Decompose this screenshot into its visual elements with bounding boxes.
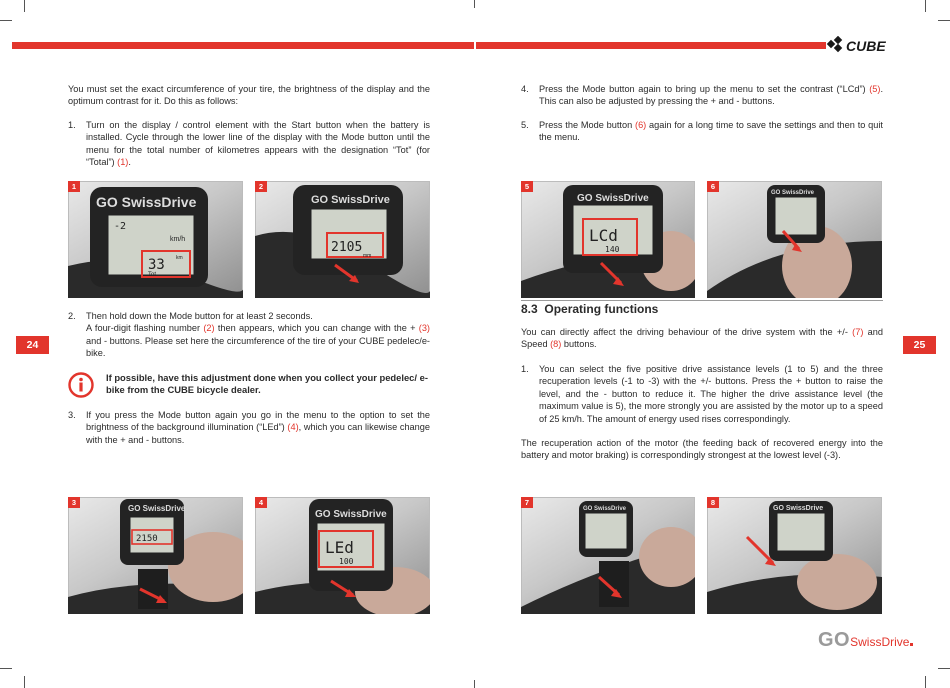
svg-text:GO SwissDrive: GO SwissDrive — [583, 506, 627, 512]
display-brand: GO SwissDrive — [96, 194, 197, 210]
crop-mark — [925, 0, 926, 12]
info-icon — [68, 372, 94, 398]
svg-text:33: 33 — [148, 257, 165, 273]
figure-photo-1 — [68, 181, 243, 298]
svg-text:GO SwissDrive: GO SwissDrive — [577, 193, 649, 204]
figure-ref: (7) — [852, 327, 864, 337]
step-number: 5. — [521, 120, 529, 130]
svg-text:GO SwissDrive: GO SwissDrive — [128, 504, 186, 513]
footer-brand-dot — [910, 643, 913, 646]
svg-text:km/h: km/h — [170, 236, 186, 243]
step-number: 3. — [68, 410, 76, 420]
figure-ref: (8) — [550, 339, 562, 350]
svg-text:140: 140 — [605, 245, 620, 254]
svg-text:2105: 2105 — [331, 240, 363, 255]
crop-mark — [0, 20, 12, 21]
svg-text:LCd: LCd — [589, 226, 618, 245]
figure-photo-6 — [707, 181, 882, 298]
intro-paragraph: You must set the exact circumference of your tire, the brightness of the display and the optimum contrast for it. Do this as follows: — [68, 84, 430, 107]
header-bar-right — [476, 42, 826, 49]
svg-text:-2: -2 — [114, 221, 127, 232]
figure-ref: (3) — [418, 323, 430, 334]
step-1 — [68, 119, 430, 169]
figure-ref: (5) — [869, 84, 881, 94]
step-number: 4. — [521, 84, 529, 94]
step-text: Press the Mode button again to bring up the menu to set the contrast (“LCd”) (5). This can also be adjusted by pressing the + and - buttons. — [539, 84, 883, 107]
svg-text:2150: 2150 — [136, 534, 158, 544]
step-5 — [521, 119, 883, 144]
figure-photo-3 — [68, 497, 243, 614]
info-note: If possible, have this adjustment done when you collect your pedelec/ e-bike from the CUBE bicycle dealer. — [106, 372, 428, 396]
figure-ref: (2) — [203, 323, 215, 334]
figure-photo-4 — [255, 497, 430, 614]
step-2 — [68, 310, 430, 360]
step-3 — [68, 409, 430, 446]
step-number: 2. — [68, 311, 76, 321]
footer-brand-prefix: GO — [818, 629, 851, 651]
step-text: If you press the Mode button again you go in the menu to the option to set the brightness of the background illumination (“LEd”) (4), which you can likewise change with the + and - buttons. — [86, 410, 430, 445]
svg-text:km: km — [176, 255, 183, 261]
figure-photo-7 — [521, 497, 695, 614]
figure-label: 6 — [707, 181, 719, 192]
footer-brand-name: SwissDrive — [850, 635, 910, 649]
svg-text:mm: mm — [363, 253, 372, 259]
figure-label: 5 — [521, 181, 533, 192]
footer-brand-logo — [818, 629, 913, 653]
recuperation-paragraph: The recuperation action of the motor (the feeding back of recovered energy into the battery and motor braking) is correspondingly strongest at the lowest level (-3). — [521, 438, 883, 461]
crop-mark — [24, 0, 25, 12]
crop-mark — [925, 676, 926, 688]
svg-text:Tot: Tot — [148, 272, 157, 278]
svg-text:GO SwissDrive: GO SwissDrive — [315, 509, 387, 520]
crop-mark — [0, 668, 12, 669]
section-heading — [521, 302, 658, 316]
figure-photo-2 — [255, 181, 430, 298]
page-number-right: 25 — [903, 336, 936, 354]
crop-mark — [474, 0, 475, 8]
figure-label: 2 — [255, 181, 267, 192]
figure-label: 8 — [707, 497, 719, 508]
figure-ref: (1) — [117, 157, 129, 168]
operating-step-1 — [521, 363, 883, 425]
crop-mark — [938, 668, 950, 669]
crop-mark — [24, 676, 25, 688]
svg-text:GO SwissDrive: GO SwissDrive — [311, 194, 390, 206]
step-text: You can select the five positive drive assistance levels (1 to 5) and the three recuperation levels (-1 to -3) with the +/- buttons. Press the + button to raise the level, and the - button to reduce it. The higher the drive assistance level (the maximum value is 5), the more strongly you are assisted by the motor up to a speed of 25 km/h. The amount of energy used rises correspondingly. — [539, 364, 883, 424]
cube-logo — [826, 36, 904, 56]
operating-intro: You can directly affect the driving behaviour of the drive system with the +/- (7) and Speed (8) buttons. — [521, 327, 883, 350]
figure-label: 1 — [68, 181, 80, 192]
section-title: Operating functions — [544, 302, 659, 316]
step-4 — [521, 83, 883, 108]
section-divider — [521, 300, 883, 301]
section-number: 8.3 — [521, 302, 538, 316]
cube-logo-text: CUBE — [846, 38, 886, 54]
step-text: Press the Mode button (6) again for a long time to save the settings and then to quit the menu. — [539, 120, 883, 143]
figure-label: 7 — [521, 497, 533, 508]
step-text: Then hold down the Mode button for at least 2 seconds. A four-digit flashing number (2) then appears, which you can change with the + (3) and - buttons. Please set here the circumference of the tire of your CUBE pedelec/e-bike. — [86, 311, 430, 359]
page-number-left: 24 — [16, 336, 49, 354]
svg-text:LEd: LEd — [325, 538, 354, 557]
step-number: 1. — [521, 364, 529, 374]
crop-mark — [474, 680, 475, 688]
figure-photo-8 — [707, 497, 882, 614]
svg-text:100: 100 — [339, 557, 354, 566]
figure-ref: (6) — [635, 120, 647, 130]
svg-text:GO SwissDrive: GO SwissDrive — [771, 190, 815, 196]
figure-photo-5 — [521, 181, 695, 298]
svg-text:GO SwissDrive: GO SwissDrive — [773, 505, 824, 512]
figure-label: 3 — [68, 497, 80, 508]
header-bar-left — [12, 42, 474, 49]
step-number: 1. — [68, 120, 76, 130]
step-text: Turn on the display / control element with the Start button when the battery is installed. Cycle through the lower line of the display with the Mode button until the menu for the total number of kilometres appears with the designation “Tot” (for “Total”) (1). — [86, 120, 430, 168]
figure-label: 4 — [255, 497, 267, 508]
crop-mark — [938, 20, 950, 21]
figure-ref: (4) — [287, 422, 299, 433]
